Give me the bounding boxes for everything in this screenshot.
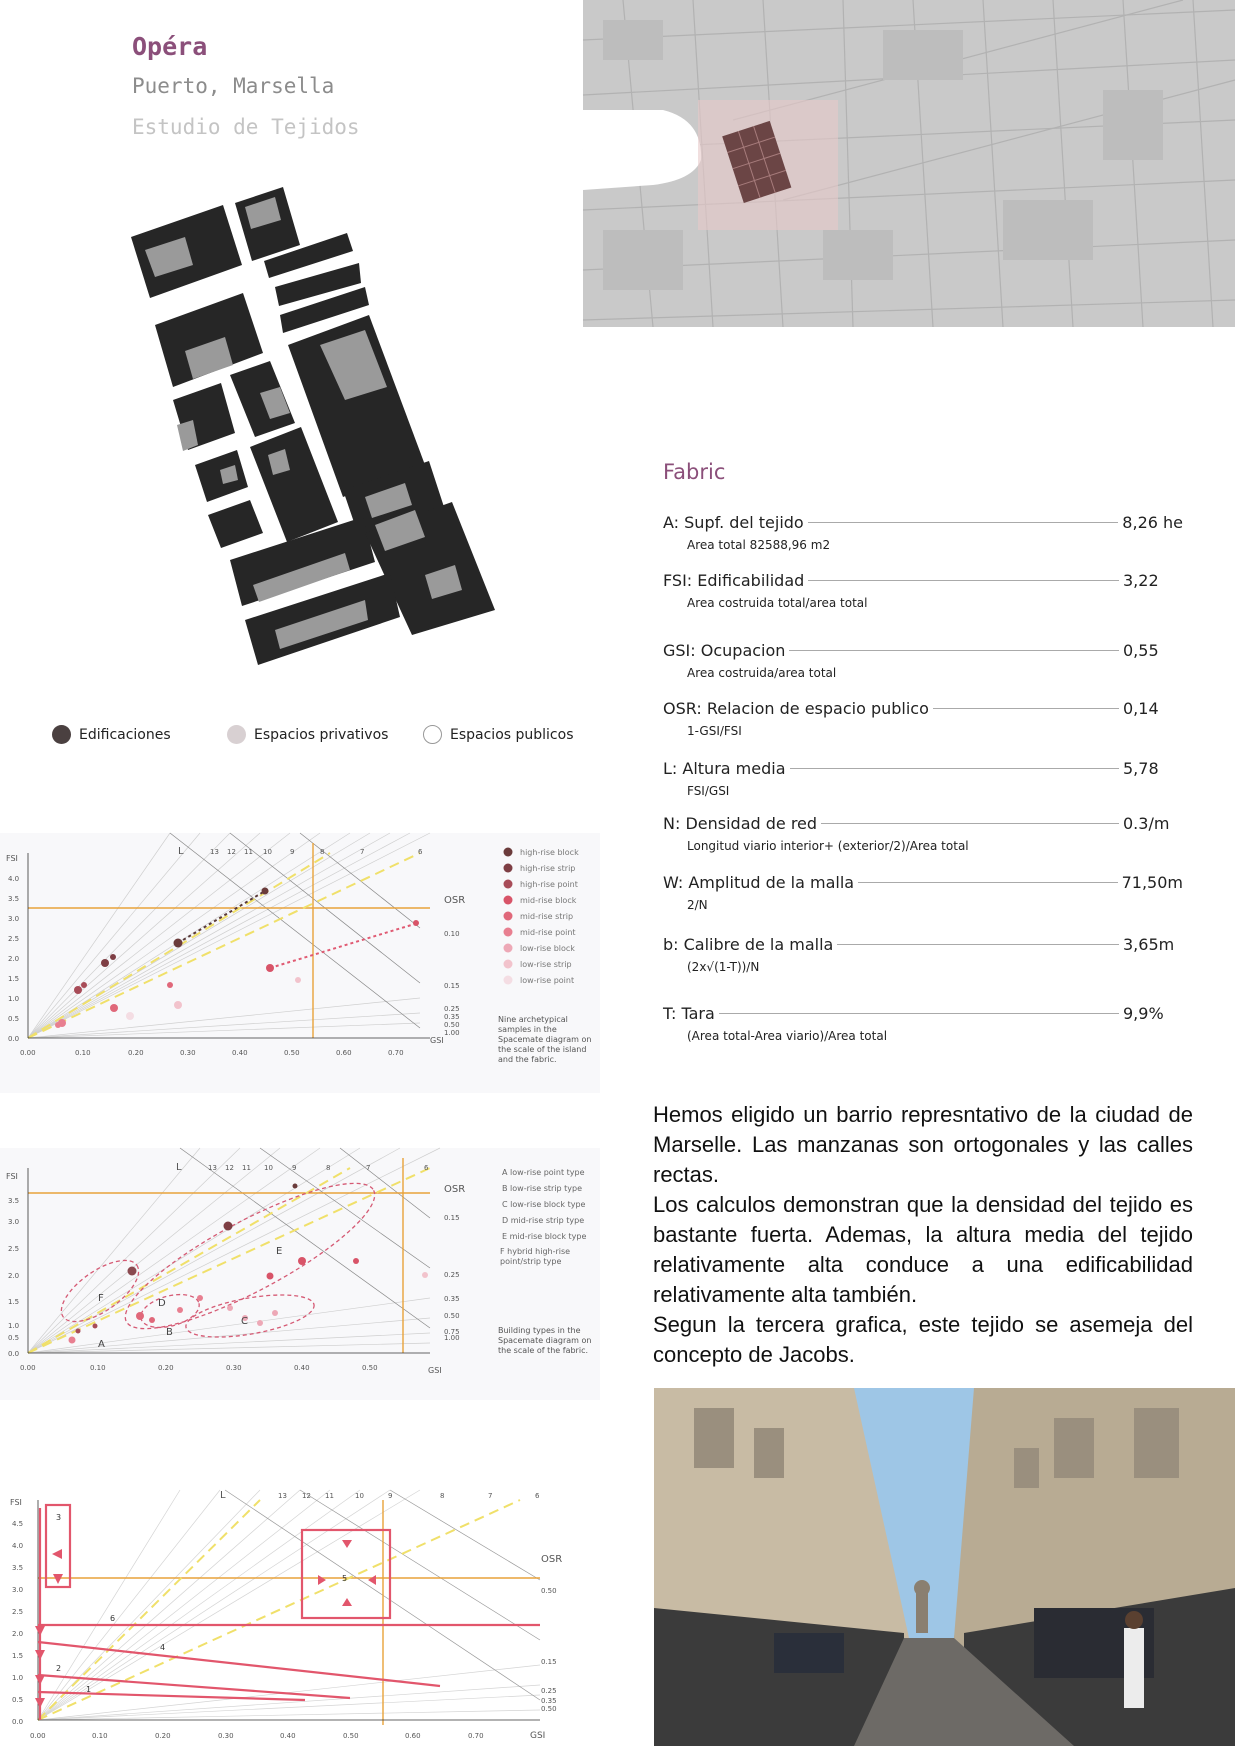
legend-swatch xyxy=(423,725,442,744)
y-tick: 0.5 xyxy=(8,1334,20,1342)
metric-label: T: Tara xyxy=(663,1004,715,1023)
x-tick: 0.00 xyxy=(20,1364,36,1372)
leader-line xyxy=(933,708,1119,709)
osr-tick: 0.25 xyxy=(444,1271,460,1279)
l-label: L xyxy=(178,846,184,857)
y-tick: 3.0 xyxy=(8,915,20,923)
osr-tick: 0.15 xyxy=(444,1214,460,1222)
y-tick: 2.0 xyxy=(12,1630,24,1638)
osr-tick: 0.25 xyxy=(444,1005,460,1013)
metric-b xyxy=(663,935,1183,974)
metric-t xyxy=(663,1004,1183,1043)
legend-label: A low-rise point type xyxy=(502,1168,585,1177)
legend-label: Edificaciones xyxy=(79,726,171,743)
group-label: E xyxy=(276,1246,283,1257)
y-tick: 3.0 xyxy=(8,1218,20,1226)
legend-label: E mid-rise block type xyxy=(502,1232,587,1241)
x-axis-label: GSI xyxy=(530,1731,546,1741)
description-text xyxy=(653,1100,1193,1370)
legend-swatch xyxy=(504,976,513,985)
leader-line xyxy=(858,882,1118,883)
y-tick: 2.5 xyxy=(8,935,20,943)
group-label: C xyxy=(241,1316,248,1327)
y-tick: 4.0 xyxy=(8,875,20,883)
leader-line xyxy=(790,768,1120,769)
x-tick: 0.70 xyxy=(468,1732,484,1740)
y-tick: 2.0 xyxy=(8,955,20,963)
legend-swatch xyxy=(52,725,71,744)
osr-label: OSR xyxy=(444,1184,466,1195)
legend-label: low-rise point xyxy=(520,976,575,985)
metric-label: b: Calibre de la malla xyxy=(663,935,834,954)
x-tick: 0.00 xyxy=(20,1049,36,1057)
l-tick: 6 xyxy=(535,1492,540,1500)
legend-label: low-rise strip xyxy=(520,960,572,969)
metric-note: FSI/GSI xyxy=(687,784,730,798)
metric-osr xyxy=(663,699,1183,738)
legend-item-buildings xyxy=(52,725,171,744)
x-tick: 0.30 xyxy=(180,1049,196,1057)
metric-l xyxy=(663,759,1183,798)
y-tick: 4.0 xyxy=(12,1542,24,1550)
osr-tick: 0.35 xyxy=(444,1013,460,1021)
y-tick: 2.5 xyxy=(8,1245,20,1253)
l-tick: 13 xyxy=(208,1164,217,1172)
osr-tick: 0.35 xyxy=(444,1295,460,1303)
x-tick: 0.50 xyxy=(343,1732,359,1740)
legend-label: D mid-rise strip type xyxy=(502,1216,585,1225)
metric-value: 8,26 he xyxy=(1122,513,1183,532)
x-tick: 0.10 xyxy=(90,1364,106,1372)
l-tick: 11 xyxy=(325,1492,334,1500)
spacemate-chart-1 xyxy=(0,833,600,1093)
y-tick: 0.0 xyxy=(12,1718,24,1726)
l-tick: 9 xyxy=(290,848,295,856)
legend-swatch xyxy=(504,928,513,937)
metric-label: N: Densidad de red xyxy=(663,814,818,833)
legend-label: low-rise block xyxy=(520,944,575,953)
y-tick: 0.0 xyxy=(8,1035,20,1043)
group-label: B xyxy=(166,1327,173,1338)
paragraph: Segun la tercera grafica, este tejido se asemeja del concepto de Jacobs. xyxy=(653,1312,1193,1367)
metric-gsi xyxy=(663,641,1183,680)
zone-number: 2 xyxy=(56,1664,62,1673)
section-title: Estudio de Tejidos xyxy=(132,115,360,139)
y-tick: 1.5 xyxy=(12,1652,24,1660)
metric-value: 0,14 xyxy=(1123,699,1159,718)
chart-note: Nine archetypical samples in the Spacemate diagram on the scale of the island and the fabric. xyxy=(498,1015,592,1064)
osr-tick: 1.00 xyxy=(444,1334,460,1342)
metric-value: 3,22 xyxy=(1123,571,1159,590)
legend-item-public xyxy=(423,725,573,744)
l-tick: 11 xyxy=(242,1164,251,1172)
y-tick: 0.0 xyxy=(8,1350,20,1358)
osr-tick: 0.75 xyxy=(444,1328,460,1336)
x-tick: 0.20 xyxy=(158,1364,174,1372)
group-label: D xyxy=(158,1298,166,1309)
metric-note: 2/N xyxy=(687,898,708,912)
x-axis-label: GSI xyxy=(428,1366,442,1375)
aerial-photo xyxy=(583,0,1235,327)
l-tick: 10 xyxy=(264,1164,273,1172)
legend-label: high-rise block xyxy=(520,848,579,857)
l-tick: 8 xyxy=(440,1492,445,1500)
metric-w xyxy=(663,873,1183,912)
y-tick: 0.5 xyxy=(12,1696,24,1704)
l-tick: 7 xyxy=(488,1492,493,1500)
leader-line xyxy=(789,650,1119,651)
osr-tick: 0.50 xyxy=(444,1312,460,1320)
leader-line xyxy=(719,1013,1119,1014)
legend-swatch xyxy=(504,864,513,873)
x-tick: 0.10 xyxy=(75,1049,91,1057)
l-label: L xyxy=(176,1162,182,1173)
y-tick: 3.5 xyxy=(8,895,20,903)
metric-note: Area total 82588,96 m2 xyxy=(687,538,831,552)
leader-line xyxy=(808,522,1119,523)
y-tick: 1.5 xyxy=(8,1298,20,1306)
metric-label: L: Altura media xyxy=(663,759,786,778)
spacemate-chart-2 xyxy=(0,1148,600,1400)
l-tick: 13 xyxy=(278,1492,287,1500)
metric-value: 9,9% xyxy=(1123,1004,1164,1023)
chart-note: Building types in the Spacemate diagram on the scale of the fabric. xyxy=(498,1326,592,1355)
x-tick: 0.70 xyxy=(388,1049,404,1057)
x-tick: 0.20 xyxy=(155,1732,171,1740)
osr-tick: 1.00 xyxy=(444,1029,460,1037)
legend-swatch xyxy=(504,912,513,921)
legend-label: Espacios publicos xyxy=(450,726,574,743)
y-tick: 1.0 xyxy=(8,1322,20,1330)
x-tick: 0.40 xyxy=(232,1049,248,1057)
legend-swatch xyxy=(504,896,513,905)
legend-swatch xyxy=(504,944,513,953)
legend-label: mid-rise point xyxy=(520,928,576,937)
metric-label: A: Supf. del tejido xyxy=(663,513,804,532)
y-tick: 3.5 xyxy=(12,1564,24,1572)
page-subtitle: Puerto, Marsella xyxy=(132,74,335,98)
metric-value: 5,78 xyxy=(1123,759,1159,778)
l-tick: 9 xyxy=(292,1164,297,1172)
metric-note: (2x√(1-T))/N xyxy=(687,960,760,974)
legend-item-private xyxy=(227,725,388,744)
x-tick: 0.00 xyxy=(30,1732,46,1740)
l-tick: 13 xyxy=(210,848,219,856)
y-tick: 1.0 xyxy=(8,995,20,1003)
zone-number: 1 xyxy=(86,1685,92,1694)
x-tick: 0.60 xyxy=(405,1732,421,1740)
legend-label: high-rise strip xyxy=(520,864,576,873)
l-tick: 7 xyxy=(366,1164,371,1172)
osr-tick: 0.15 xyxy=(541,1658,557,1666)
l-tick: 7 xyxy=(360,848,365,856)
legend-label: B low-rise strip type xyxy=(502,1184,583,1193)
leader-line xyxy=(837,944,1119,945)
zone-number: 5 xyxy=(342,1574,348,1583)
leader-line xyxy=(808,580,1119,581)
paragraph: Hemos eligido un barrio represntativo de la ciudad de Marselle. Las manzanas son ortogonales y las calles rectas. xyxy=(653,1102,1193,1187)
osr-tick: 0.50 xyxy=(541,1705,557,1713)
y-tick: 2.0 xyxy=(8,1272,20,1280)
l-label: L xyxy=(220,1490,226,1501)
l-tick: 6 xyxy=(418,848,423,856)
y-axis-label: FSI xyxy=(6,1172,18,1181)
legend-swatch xyxy=(504,960,513,969)
legend-label: mid-rise strip xyxy=(520,912,574,921)
osr-tick: 0.25 xyxy=(541,1687,557,1695)
legend-label: mid-rise block xyxy=(520,896,577,905)
y-tick: 1.0 xyxy=(12,1674,24,1682)
l-tick: 12 xyxy=(225,1164,234,1172)
y-tick: 2.5 xyxy=(12,1608,24,1616)
metric-fsi xyxy=(663,571,1183,610)
spacemate-chart-3 xyxy=(0,1480,563,1746)
y-tick: 4.5 xyxy=(12,1520,24,1528)
x-tick: 0.30 xyxy=(218,1732,234,1740)
street-photo xyxy=(654,1388,1235,1746)
metric-value: 3,65m xyxy=(1123,935,1175,954)
legend-swatch xyxy=(227,725,246,744)
zone-number: 4 xyxy=(160,1643,166,1652)
legend-label: Espacios privativos xyxy=(254,726,389,743)
zone-number: 3 xyxy=(56,1513,62,1522)
y-axis-label: FSI xyxy=(10,1498,22,1507)
legend-label: C low-rise block type xyxy=(502,1200,586,1209)
metric-note: Longitud viario interior+ (exterior/2)/Area total xyxy=(687,839,969,853)
l-tick: 12 xyxy=(302,1492,311,1500)
metric-note: Area costruida total/area total xyxy=(687,596,868,610)
osr-tick: 0.15 xyxy=(444,982,460,990)
metric-note: Area costruida/area total xyxy=(687,666,837,680)
x-tick: 0.40 xyxy=(294,1364,310,1372)
y-tick: 3.5 xyxy=(8,1197,20,1205)
x-tick: 0.50 xyxy=(284,1049,300,1057)
metric-label: W: Amplitud de la malla xyxy=(663,873,855,892)
group-label: A xyxy=(98,1339,105,1350)
metric-n xyxy=(663,814,1183,853)
metric-label: OSR: Relacion de espacio publico xyxy=(663,699,929,718)
x-tick: 0.30 xyxy=(226,1364,242,1372)
osr-label: OSR xyxy=(541,1554,563,1565)
y-axis-label: FSI xyxy=(6,854,18,863)
l-tick: 11 xyxy=(244,848,253,856)
metric-note: 1-GSI/FSI xyxy=(687,724,742,738)
x-tick: 0.40 xyxy=(280,1732,296,1740)
paragraph: Los calculos demonstran que la densidad del tejido es bastante fuerta. Ademas, la altura media del tejido relativamente alta conduce a una edificabilidad relativamente alta también. xyxy=(653,1192,1193,1307)
leader-line xyxy=(821,823,1119,824)
metric-value: 71,50m xyxy=(1121,873,1183,892)
legend-swatch xyxy=(504,880,513,889)
metric-value: 0.3/m xyxy=(1123,814,1170,833)
l-tick: 8 xyxy=(326,1164,331,1172)
legend-label: high-rise point xyxy=(520,880,578,889)
fabric-title: Fabric xyxy=(663,460,726,484)
osr-tick: 0.10 xyxy=(444,930,460,938)
l-tick: 10 xyxy=(355,1492,364,1500)
x-tick: 0.10 xyxy=(92,1732,108,1740)
x-axis-label: GSI xyxy=(430,1036,444,1045)
metric-label: GSI: Ocupacion xyxy=(663,641,786,660)
y-tick: 0.5 xyxy=(8,1015,20,1023)
x-tick: 0.50 xyxy=(362,1364,378,1372)
osr-tick: 0.35 xyxy=(541,1697,557,1705)
y-tick: 3.0 xyxy=(12,1586,24,1594)
metric-value: 0,55 xyxy=(1123,641,1159,660)
metric-label: FSI: Edificabilidad xyxy=(663,571,805,590)
legend-label: F hybrid high-rise point/strip type xyxy=(500,1247,571,1266)
metric-a xyxy=(663,513,1183,552)
x-tick: 0.60 xyxy=(336,1049,352,1057)
l-tick: 9 xyxy=(388,1492,393,1500)
osr-tick: 0.50 xyxy=(444,1021,460,1029)
l-tick: 8 xyxy=(320,848,325,856)
y-tick: 1.5 xyxy=(8,975,20,983)
metric-note: (Area total-Area viario)/Area total xyxy=(687,1029,888,1043)
zone-number: 6 xyxy=(110,1614,116,1623)
l-tick: 6 xyxy=(424,1164,429,1172)
page-title: Opéra xyxy=(132,32,208,61)
group-label: F xyxy=(98,1293,104,1304)
l-tick: 10 xyxy=(263,848,272,856)
x-tick: 0.20 xyxy=(128,1049,144,1057)
l-tick: 12 xyxy=(227,848,236,856)
block-plan xyxy=(125,165,505,685)
osr-label: OSR xyxy=(444,895,466,906)
legend-swatch xyxy=(504,848,513,857)
osr-tick: 0.50 xyxy=(541,1587,557,1595)
